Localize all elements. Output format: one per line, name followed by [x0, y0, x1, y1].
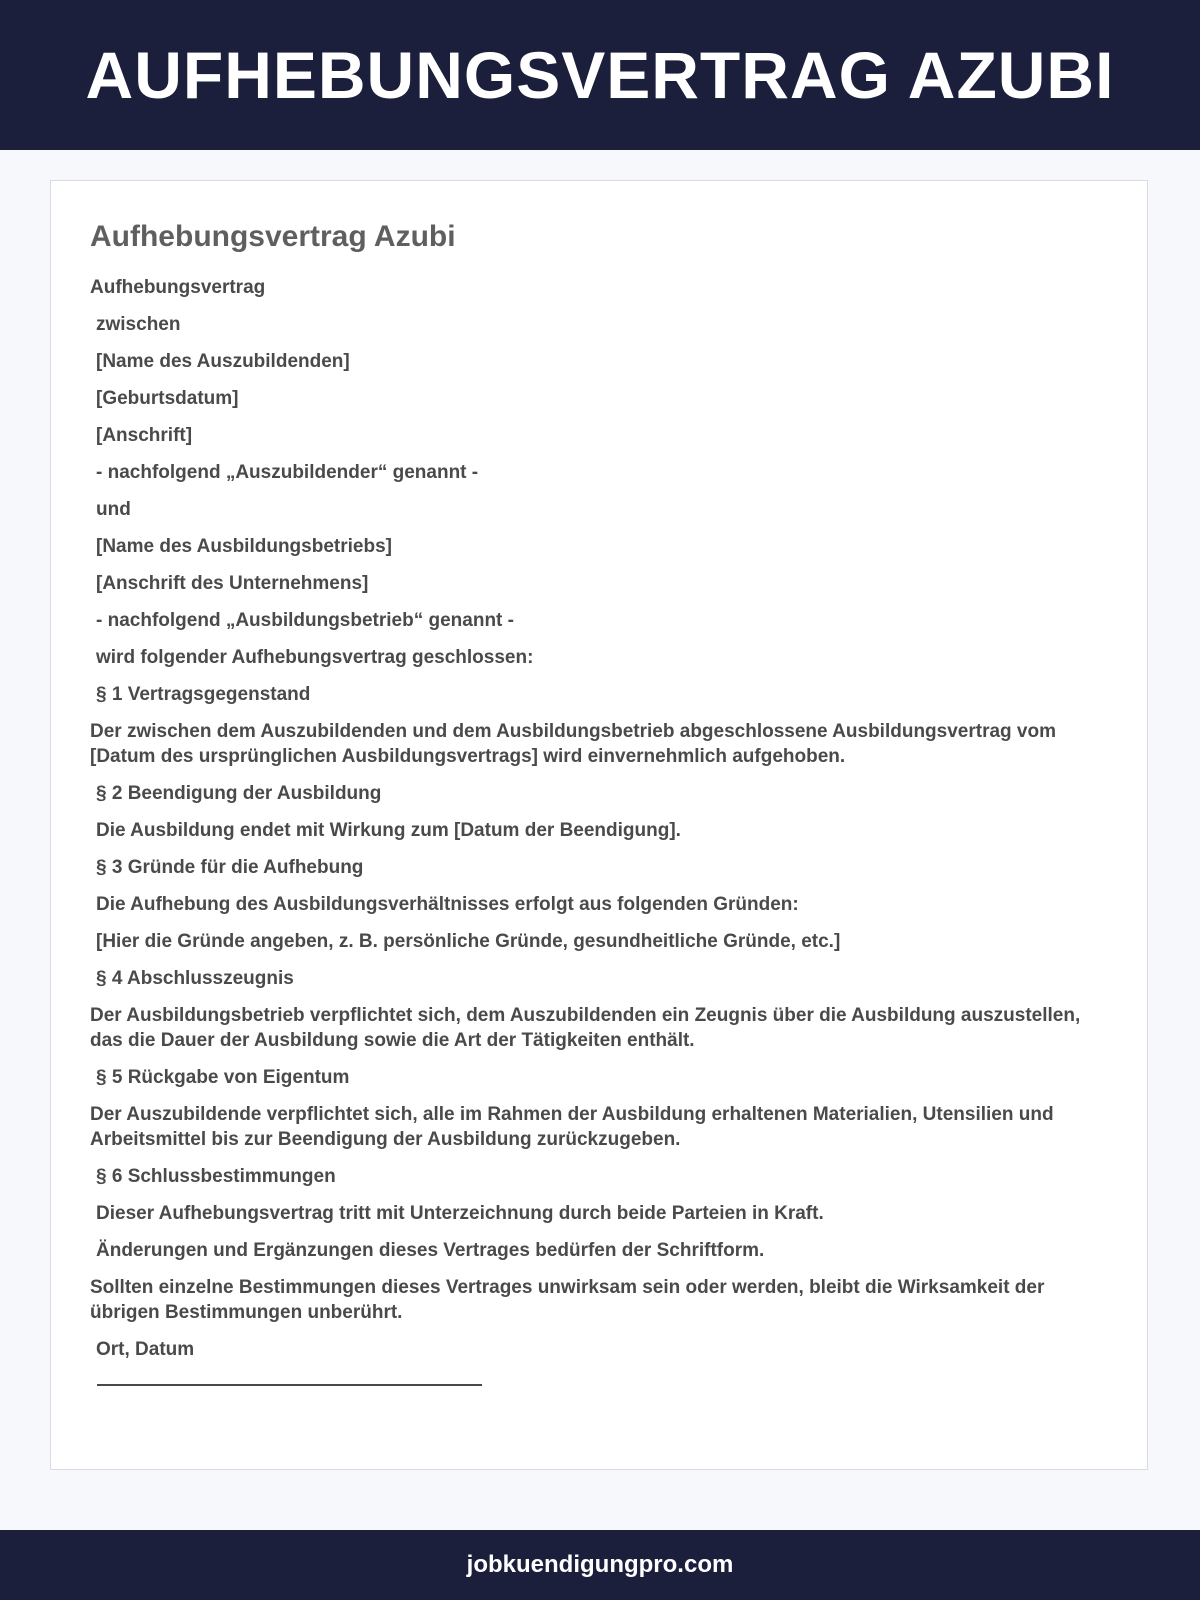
document-line: - nachfolgend „Ausbildungsbetrieb“ genannt -	[96, 610, 514, 631]
document-line: [Geburtsdatum]	[96, 388, 239, 409]
document-line: Ort, Datum	[96, 1339, 195, 1360]
document-line: [Name des Ausbildungsbetriebs]	[96, 536, 392, 557]
document-line: [Anschrift des Unternehmens]	[96, 573, 369, 594]
document-line: [Hier die Gründe angeben, z. B. persönliche Gründe, gesundheitliche Gründe, etc.]	[96, 931, 841, 952]
header-banner	[0, 0, 1200, 150]
document-line: § 5 Rückgabe von Eigentum	[96, 1067, 350, 1088]
document-line: - nachfolgend „Auszubildender“ genannt -	[96, 462, 479, 483]
document-line: [Name des Auszubildenden]	[96, 351, 350, 372]
signature-line	[97, 1384, 482, 1386]
document-line: Der Auszubildende verpflichtet sich, alle im Rahmen der Ausbildung erhaltenen Materialien, Utensilien und Arbeitsmittel bis zur Beendigung der Ausbildung zurückzugeben.	[90, 1104, 1054, 1150]
document-body	[90, 275, 1109, 1362]
document-line: Dieser Aufhebungsvertrag tritt mit Unterzeichnung durch beide Parteien in Kraft.	[96, 1203, 824, 1224]
document-line: und	[96, 499, 131, 520]
document-line: Der Ausbildungsbetrieb verpflichtet sich, dem Auszubildenden ein Zeugnis über die Ausbildung auszustellen, das die Dauer der Ausbildung sowie die Art der Tätigkeiten enthält.	[90, 1005, 1081, 1051]
document-card	[50, 180, 1148, 1470]
document-line: § 1 Vertragsgegenstand	[96, 684, 311, 705]
document-line: § 4 Abschlusszeugnis	[96, 968, 294, 989]
document-line: Der zwischen dem Auszubildenden und dem Ausbildungsbetrieb abgeschlossene Ausbildungsvertrag vom [Datum des ursprünglichen Ausbildungsvertrags] wird einvernehmlich aufgehoben.	[90, 721, 1056, 767]
document-line: Aufhebungsvertrag	[90, 277, 266, 298]
document-title: Aufhebungsvertrag Azubi	[90, 220, 456, 253]
footer-banner	[0, 1530, 1200, 1600]
page-title: AUFHEBUNGSVERTRAG AZUBI	[85, 38, 1115, 112]
document-line: zwischen	[96, 314, 181, 335]
document-line: § 2 Beendigung der Ausbildung	[96, 783, 382, 804]
document-line: § 3 Gründe für die Aufhebung	[96, 857, 364, 878]
document-line: Die Aufhebung des Ausbildungsverhältnisses erfolgt aus folgenden Gründen:	[96, 894, 799, 915]
document-line: Die Ausbildung endet mit Wirkung zum [Datum der Beendigung].	[96, 820, 681, 841]
document-line: Sollten einzelne Bestimmungen dieses Vertrages unwirksam sein oder werden, bleibt die Wirksamkeit der übrigen Bestimmungen unberührt.	[90, 1277, 1045, 1323]
document-line: Änderungen und Ergänzungen dieses Vertrages bedürfen der Schriftform.	[96, 1240, 765, 1261]
document-line: [Anschrift]	[96, 425, 193, 446]
footer-site-name: jobkuendigungpro.com	[466, 1551, 734, 1578]
document-line: § 6 Schlussbestimmungen	[96, 1166, 336, 1187]
document-line: wird folgender Aufhebungsvertrag geschlossen:	[96, 647, 534, 668]
